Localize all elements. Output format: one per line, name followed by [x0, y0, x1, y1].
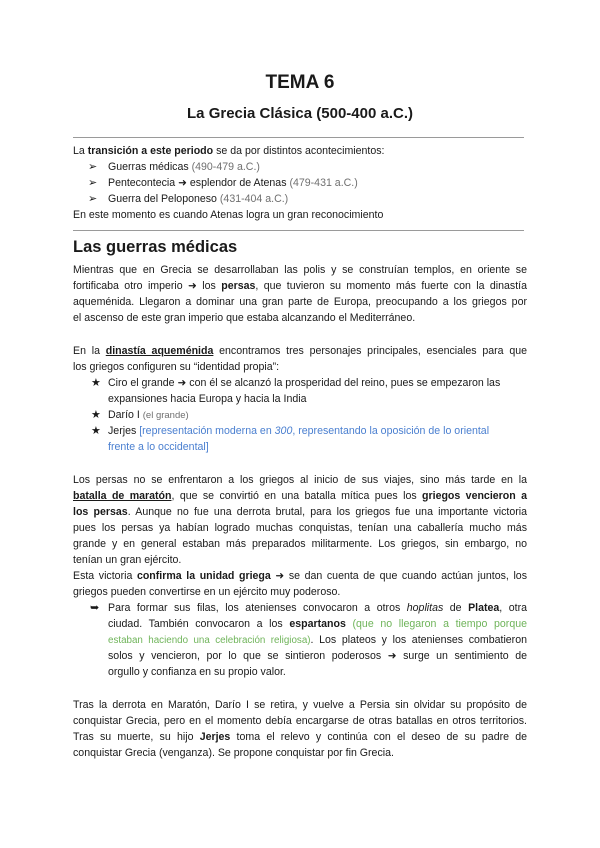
intro-paragraph: La transición a este periodo se da por distintos acontecimientos: — [73, 145, 385, 157]
list-item: Guerra del Peloponeso (431-404 a.C.) — [108, 193, 289, 205]
list-item-continuation: expansiones hacia Europa y hacia la India — [108, 393, 307, 405]
paragraph-line: tenían un gran ejército. — [73, 554, 182, 566]
star-bullet-icon: ★ — [91, 425, 101, 437]
arrow-bullet-icon: ➥ — [90, 602, 100, 614]
paragraph-line: batalla de maratón, que se convirtió en una batalla mítica pues los griegos vencieron a — [73, 490, 527, 502]
paragraph-line: los griegos configuren su “identidad propia”: — [73, 361, 280, 373]
list-item: Ciro el grande ➜ con él se alcanzó la prosperidad del reino, pues se empezaron las — [108, 377, 501, 389]
paragraph-line: los persas. Aunque no fue una derrota brutal, para los griegos fue una importante victoria — [73, 506, 527, 518]
paragraph-line: Tras su muerte, su hijo Jerjes toma el relevo y continúa con el deseo de su padre de — [73, 731, 528, 743]
paragraph-line: conquistar Grecia (venganza). Se propone conquistar por fin Grecia. — [73, 747, 394, 759]
list-item-continuation: ciudad. También convocaron a los espartanos (que no llegaron a tiempo porque — [108, 618, 528, 630]
page-title: TEMA 6 — [265, 72, 335, 93]
list-item-continuation: orgullo y confianza en su propio valor. — [108, 666, 286, 678]
paragraph-line: fortificaba otro imperio ➜ los persas, que tuvieron su momento más fuerte con la dinastía — [73, 280, 527, 292]
divider-bottom — [73, 230, 524, 231]
paragraph-line: En la dinastía aqueménida encontramos tres personajes principales, esenciales para que — [73, 345, 527, 357]
list-item-continuation: estaban haciendo una celebración religiosa). Los plateos y los atenienses combatieron — [108, 634, 527, 646]
paragraph-line: conquistar Grecia, pero en el momento debía encargarse de otras batallas en otros territorios. — [73, 715, 527, 727]
star-bullet-icon: ★ — [91, 409, 101, 421]
paragraph-line: griegos pueden convertirse en un ejército muy poderoso. — [73, 586, 341, 598]
section-heading: Las guerras médicas — [73, 238, 238, 256]
arrow-bullet-icon: ➢ — [88, 161, 98, 173]
list-item-continuation: solos y vencieron, por lo que se sintieron poderosos ➜ surge un sentimiento de — [108, 650, 527, 662]
list-item: Pentecontecia ➜ esplendor de Atenas (479-431 a.C.) — [108, 177, 358, 189]
list-item-continuation: frente a lo occidental] — [108, 441, 209, 453]
list-item: Darío I (el grande) — [108, 409, 189, 421]
paragraph-line: Tras la derrota en Maratón, Darío I se retira, y vuelve a Persia sin olvidar su propósito de — [73, 699, 527, 711]
list-item: Guerras médicas (490-479 a.C.) — [108, 161, 260, 173]
paragraph-line: el ascenso de este gran imperio que estaba alcanzando el Mediterráneo. — [73, 312, 416, 324]
intro-closing: En este momento es cuando Atenas logra un gran reconocimiento — [73, 209, 384, 221]
star-bullet-icon: ★ — [91, 377, 101, 389]
divider-top — [73, 137, 524, 138]
paragraph-line: Esta victoria confirma la unidad griega ➜ se dan cuenta de que cuando actúan juntos, los — [73, 570, 528, 582]
paragraph-line: grande y en general estaban más preparados militarmente. Los griegos, sin embargo, no — [73, 538, 527, 550]
paragraph-line: Mientras que en Grecia se desarrollaban las polis y se construían templos, en oriente se — [73, 264, 527, 276]
list-item: Para formar sus filas, los atenienses convocaron a otros hoplitas de Platea, otra — [108, 602, 527, 614]
list-item: Jerjes [representación moderna en 300, representando la oposición de lo oriental — [108, 425, 490, 437]
page-subtitle: La Grecia Clásica (500-400 a.C.) — [187, 105, 413, 122]
arrow-bullet-icon: ➢ — [88, 193, 98, 205]
paragraph-line: pues los persas ya habían logrado muchas conquistas, tenían una caballería mucho más — [73, 522, 527, 534]
paragraph-line: Los persas no se enfrentaron a los griegos al inicio de sus viajes, sino más tarde en la — [73, 474, 527, 486]
arrow-bullet-icon: ➢ — [88, 177, 98, 189]
paragraph-line: aqueménida. Llegaron a dominar una gran parte de Europa, preocupando a los griegos por — [73, 296, 527, 308]
